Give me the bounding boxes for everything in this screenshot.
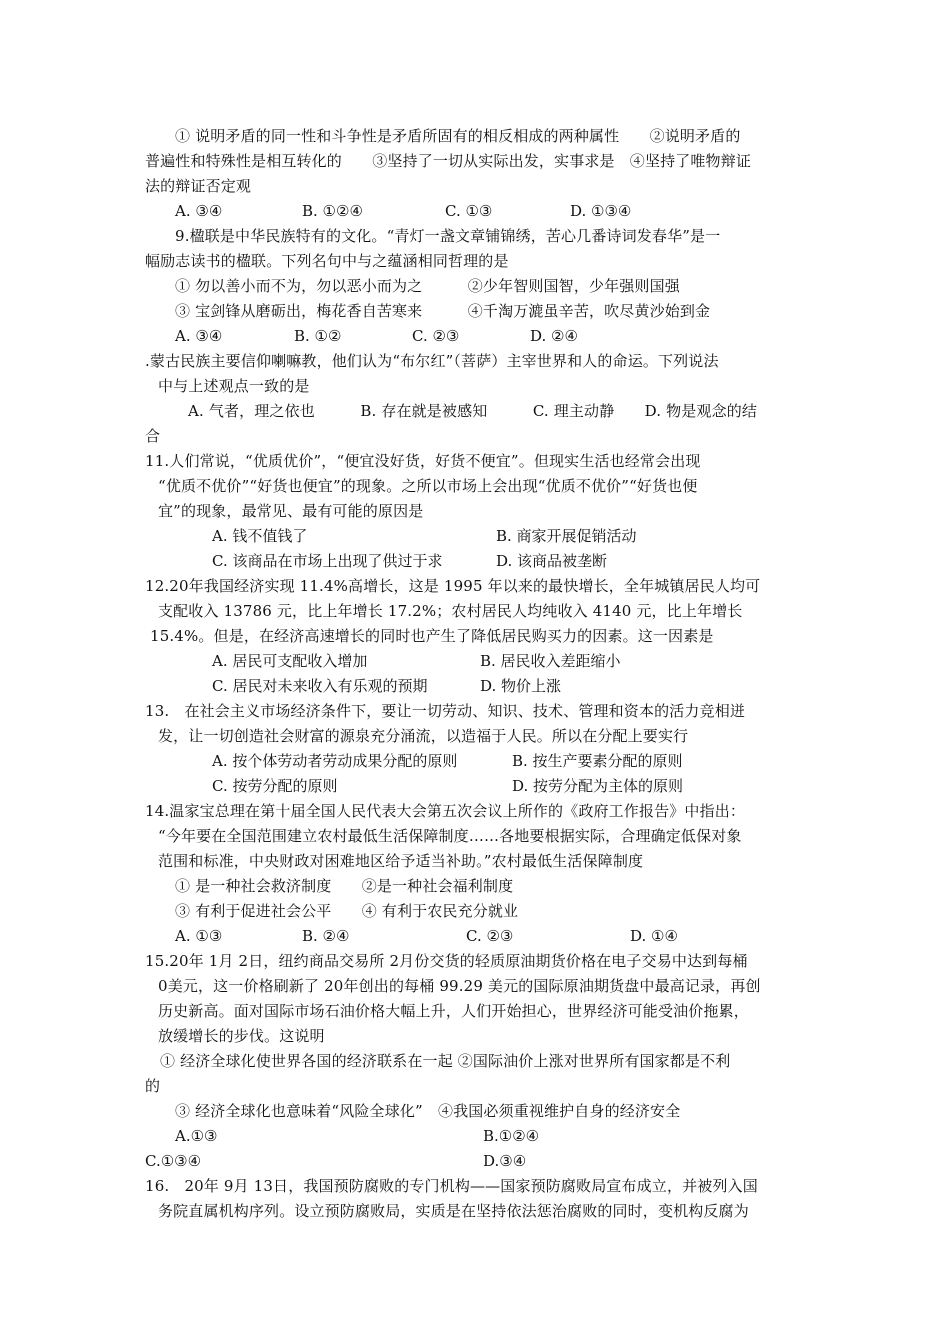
q8-statement-line-1: ① 说明矛盾的同一性和斗争性是矛盾所固有的相反相成的两种属性 ②说明矛盾的 (175, 127, 741, 145)
q10-stem-line-2: 中与上述观点一致的是 (158, 377, 310, 395)
q11-option-a: A. 钱不值钱了 (212, 527, 308, 545)
q10-options-wrap: 合 (145, 427, 161, 445)
q9-stem-line-2: 幅励志读书的楹联。下列名句中与之蕴涵相同哲理的是 (145, 252, 509, 270)
q9-option-a: A. ③④ (175, 327, 223, 345)
q15-statement-wrap: 的 (145, 1077, 161, 1095)
q8-option-b: B. ①②④ (302, 202, 363, 220)
q15-stem-line-2: 0美元，这一价格刷新了 20年创出的每桶 99.29 美元的国际原油期货盘中最高记录，再创 (158, 977, 761, 995)
q14-stem-line-3: 范围和标准，中央财政对困难地区给予适当补助。”农村最低生活保障制度 (158, 852, 644, 870)
q12-option-b: B. 居民收入差距缩小 (480, 652, 621, 670)
q8-option-c: C. ①③ (445, 202, 493, 220)
q14-option-c: C. ②③ (466, 927, 514, 945)
q9-stem-line-1: 9.楹联是中华民族特有的文化。“青灯一盏文章铺锦绣，苦心几番诗词发春华”是一 (175, 227, 721, 245)
q15-statement-line-1: ① 经济全球化使世界各国的经济联系在一起 ②国际油价上涨对世界所有国家都是不利 (160, 1052, 731, 1070)
q13-stem-line-2: 发，让一切创造社会财富的源泉充分涌流，以造福于人民。所以在分配上要实行 (158, 727, 689, 745)
q15-stem-line-4: 放缓增长的步伐。这说明 (158, 1027, 325, 1045)
q14-stem-line-1: 14.温家宝总理在第十届全国人民代表大会第五次会议上所作的《政府工作报告》中指出： (145, 802, 746, 820)
q12-option-d: D. 物价上涨 (480, 677, 562, 695)
q9-option-d: D. ②④ (530, 327, 578, 345)
q12-stem-line-2: 支配收入 13786 元，比上年增长 17.2%；农村居民人均纯收入 4140 元，比上年增长 (158, 602, 743, 620)
q14-option-b: B. ②④ (302, 927, 350, 945)
q8-statement-line-2: 普遍性和特殊性是相互转化的 ③坚持了一切从实际出发，实事求是 ④坚持了唯物辩证 (145, 152, 752, 170)
q9-option-c: C. ②③ (412, 327, 460, 345)
q12-option-a: A. 居民可支配收入增加 (212, 652, 368, 670)
q9-statement-line-1: ① 勿以善小而不为，勿以恶小而为之 ②少年智则国智，少年强则国强 (175, 277, 680, 295)
q15-stem-line-1: 15.20年 1月 2日，纽约商品交易所 2月份交货的轻质原油期货价格在电子交易中达到每桶 (145, 952, 748, 970)
q13-stem-line-1: 13. 在社会主义市场经济条件下，要让一切劳动、知识、技术、管理和资本的活力竞相迸 (145, 702, 746, 720)
q12-stem-line-1: 12.20年我国经济实现 11.4%高增长，这是 1995 年以来的最快增长，全年城镇居民人均可 (145, 577, 761, 595)
q11-stem-line-2: “优质不优价”“好货也便宜”的现象。之所以市场上会出现“优质不优价”“好货也便 (158, 477, 698, 495)
q10-options-line: A. 气者，理之依也 B. 存在就是被感知 C. 理主动静 D. 物是观念的结 (188, 402, 758, 420)
q11-stem-line-3: 宜”的现象，最常见、最有可能的原因是 (158, 502, 424, 520)
q14-statement-line-2: ③ 有利于促进社会公平 ④ 有利于农民充分就业 (175, 902, 519, 920)
q11-option-d: D. 该商品被垄断 (496, 552, 608, 570)
q8-statement-line-3: 法的辩证否定观 (145, 177, 252, 195)
q8-option-a: A. ③④ (175, 202, 223, 220)
q15-option-b: B.①②④ (483, 1127, 540, 1145)
q13-option-a: A. 按个体劳动者劳动成果分配的原则 (212, 752, 458, 770)
q8-option-d: D. ①③④ (570, 202, 632, 220)
q15-stem-line-3: 历史新高。面对国际市场石油价格大幅上升，人们开始担心，世界经济可能受油价拖累， (158, 1002, 749, 1020)
q11-stem-line-1: 11.人们常说，“优质优价”，“便宜没好货，好货不便宜”。但现实生活也经常会出现 (145, 452, 701, 470)
q12-stem-line-3: 15.4%。但是，在经济高速增长的同时也产生了降低居民购买力的因素。这一因素是 (150, 627, 714, 645)
q13-option-d: D. 按劳分配为主体的原则 (512, 777, 684, 795)
q14-option-d: D. ①④ (630, 927, 678, 945)
q13-option-c: C. 按劳分配的原则 (212, 777, 338, 795)
q10-stem-line-1: .蒙古民族主要信仰喇嘛教，他们认为“布尔红”（菩萨）主宰世界和人的命运。下列说法 (145, 352, 719, 370)
q15-statement-line-2: ③ 经济全球化也意味着“风险全球化” ④我国必须重视维护自身的经济安全 (175, 1102, 681, 1120)
q11-option-c: C. 该商品在市场上出现了供过于求 (212, 552, 443, 570)
q14-option-a: A. ①③ (175, 927, 223, 945)
q14-stem-line-2: “今年要在全国范围建立农村最低生活保障制度……各地要根据实际，合理确定低保对象 (158, 827, 742, 845)
q14-statement-line-1: ① 是一种社会救济制度 ②是一种社会福利制度 (175, 877, 514, 895)
q15-option-d: D.③④ (483, 1152, 527, 1170)
q15-option-c: C.①③④ (145, 1152, 202, 1170)
q9-option-b: B. ①② (294, 327, 342, 345)
q11-option-b: B. 商家开展促销活动 (496, 527, 637, 545)
q12-option-c: C. 居民对未来收入有乐观的预期 (212, 677, 428, 695)
q13-option-b: B. 按生产要素分配的原则 (512, 752, 683, 770)
q16-stem-line-2: 务院直属机构序列。设立预防腐败局，实质是在坚持依法惩治腐败的同时，变机构反腐为 (158, 1202, 749, 1220)
q16-stem-line-1: 16. 20年 9月 13日，我国预防腐败的专门机构——国家预防腐败局宣布成立，并被列入国 (145, 1177, 758, 1195)
q9-statement-line-2: ③ 宝剑锋从磨砺出，梅花香自苦寒来 ④千淘万漉虽辛苦，吹尽黄沙始到金 (175, 302, 711, 320)
q15-option-a: A.①③ (175, 1127, 218, 1145)
